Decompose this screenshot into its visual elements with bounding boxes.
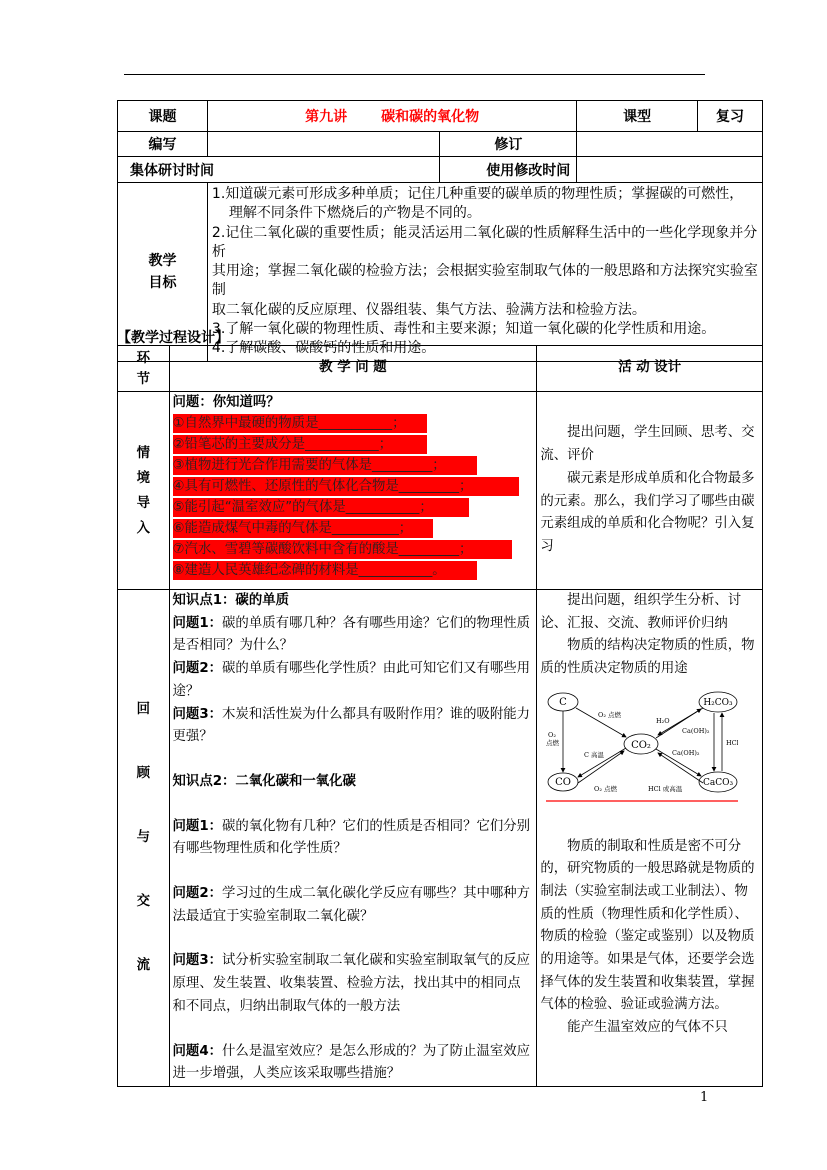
- intro-item: ⑤能引起“温室效应”的气体是___________；: [173, 498, 469, 517]
- edge-label: HCl: [726, 738, 739, 747]
- edge-label: O₂ 点燃: [598, 710, 622, 719]
- goals-text: 1.知道碳元素可形成多种单质；记住几种重要的碳单质的物理性质；掌握碳的可燃性， 理解不同条件下燃烧后的产物是不同的。 2.记住二氧化碳的重要性质；能灵活运用二氧化碳的性质解释生活中的一些化学现象并分析 其用途；掌握二氧化碳的检验方法；会根据实验室制取气体的一般思路和方法探究实验室制 取二氧化碳的反应原理、仪器组装、集气方法、验满方法和检验方法。 3.了解一氧化碳的物理性质、毒性和主要来源；知道一氧化碳的化学性质和用途。 4.了解碳酸、碳酸钙的性质和用途。: [207, 183, 762, 362]
- label-author: 编写: [118, 132, 208, 157]
- intro-item: ⑥能造成煤气中毒的气体是__________；: [173, 519, 433, 538]
- stage-review: 回 顾 与 交 流: [118, 590, 170, 1087]
- review-activity: 提出问题，组织学生分析、讨论、汇报、交流、教师评价归纳 物质的结构决定物质的性质，物质的性质决定物质的用途 C CO CO₂ H₂CO₃ CaCO₃ O₂ 点燃 O₂ 点燃 C 高温 O₂ 点燃 H₂O Ca(OH)₂ Ca(OH)₂ HCl HCl 或高温 物质的制取和性质是密不可分的，研究物质的一般思路就是物质的制法（实验室制法或工业制法）、物质的性质（物理性质和化学性质）、物质的检验（鉴定或鉴别）以及物质的用途等。如果是气体，还要学会选择气体的发生装置和收集装置，掌握气体的检验、验证或验满方法。 能产生温室效应的气体不只: [537, 590, 763, 1087]
- intro-item: ⑧建造人民英雄纪念碑的材料是___________。: [173, 561, 477, 580]
- intro-activity: 提出问题，学生回顾、思考、交流、评价 碳元素是形成单质和化合物最多的元素。那么，我们学习了哪些由碳元素组成的单质和化合物呢？引入复习: [537, 392, 763, 590]
- section-title: 【教学过程设计】: [117, 330, 229, 346]
- edge-label: C 高温: [584, 750, 605, 759]
- intro-item: ①自然界中最硬的物质是___________；: [173, 414, 427, 433]
- label-goals: 教学目标: [118, 183, 208, 362]
- review-questions: [169, 590, 537, 1087]
- kp2-q3: 问题3：试分析实验室制取二氧化碳和实验室制取氧气的反应原理、发生装置、收集装置、检验方法，找出其中的相同点和不同点，归纳出制取气体的一般方法: [172, 953, 531, 1014]
- edge-label: H₂O: [656, 716, 670, 725]
- label-caco3: CaCO₃: [703, 777, 734, 788]
- type-value: 复习: [698, 101, 763, 132]
- col-activity: 活 动 设计: [537, 346, 763, 392]
- edge-label: O₂: [548, 730, 557, 739]
- edge-label: 点燃: [546, 738, 560, 747]
- intro-questions: [169, 392, 537, 590]
- intro-item: ⑦汽水、雪碧等碳酸饮料中含有的酸是_________；: [173, 540, 512, 559]
- label-meeting-time: 集体研讨时间: [118, 157, 440, 183]
- author-value: [207, 132, 440, 157]
- kp2-q1: 问题1：碳的氧化物有几种？它们的性质是否相同？它们分别有哪些物理性质和化学性质？: [172, 818, 531, 857]
- label-type: 课型: [577, 101, 698, 132]
- kp2-q2: 问题2：学习过的生成二氧化碳化学反应有哪些？其中哪种方法最适宜于实验室制取二氧化碳？: [172, 886, 531, 924]
- label-revise: 修订: [440, 132, 577, 157]
- kp2-title: 知识点2：二氧化碳和一氧化碳: [172, 773, 356, 789]
- edge-label: Ca(OH)₂: [682, 726, 710, 735]
- kp1-q3: 问题3：木炭和活性炭为什么都具有吸附作用？谁的吸附能力更强？: [172, 706, 531, 745]
- intro-item: ②铅笔芯的主要成分是___________；: [173, 435, 427, 454]
- label-co2: CO₂: [631, 739, 652, 751]
- label-h2co3: H₂CO₃: [703, 697, 733, 708]
- kp1-q2: 问题2：碳的单质有哪些化学性质？由此可知它们又有哪些用途？: [172, 661, 531, 699]
- intro-item: ④具有可燃性、还原性的气体化合物是_________；: [173, 477, 519, 496]
- use-time-value: [577, 157, 763, 183]
- lesson-info-table: [117, 100, 763, 362]
- header-rule: [124, 74, 705, 75]
- label-topic: 课题: [118, 101, 208, 132]
- edge-label: O₂ 点燃: [594, 784, 618, 793]
- label-co: CO: [555, 776, 572, 788]
- label-c: C: [559, 696, 568, 708]
- carbon-cycle-diagram: [546, 691, 738, 803]
- edge-label: Ca(OH)₂: [672, 748, 700, 757]
- intro-question-head: 问题：你知道吗？: [172, 395, 280, 410]
- col-question: 教 学 问 题: [169, 346, 537, 392]
- revise-value: [577, 132, 763, 157]
- edge-label: HCl 或高温: [648, 784, 683, 793]
- label-use-time: 使用修改时间: [440, 157, 577, 183]
- lesson-title: 第九讲 碳和碳的氧化物: [207, 101, 576, 132]
- kp1-title: 知识点1：碳的单质: [172, 593, 289, 608]
- col-stage: 环节: [118, 346, 170, 392]
- kp1-q1: 问题1：碳的单质有哪几种？各有哪些用途？它们的物理性质是否相同？为什么？: [172, 615, 531, 654]
- process-table: [117, 345, 763, 1087]
- intro-item: ③植物进行光合作用需要的气体是_________；: [173, 456, 477, 475]
- page-number: 1: [700, 1090, 709, 1105]
- stage-intro: 情境导入: [118, 392, 170, 590]
- kp2-q4: 问题4：什么是温室效应？是怎么形成的？为了防止温室效应进一步增强，人类应该采取哪些措施？: [172, 1043, 531, 1082]
